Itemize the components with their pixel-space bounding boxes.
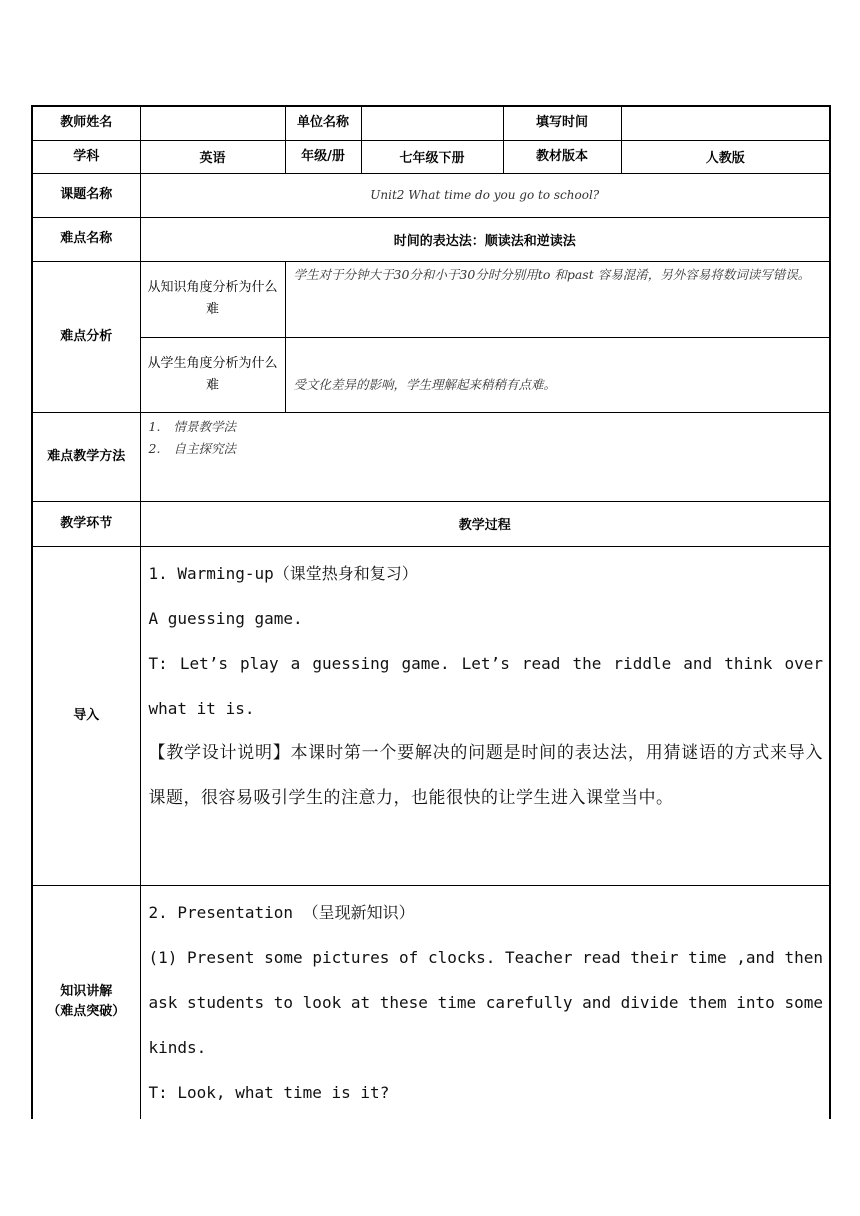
intro-content — [140, 546, 830, 885]
subject-value: 英语 — [140, 140, 285, 173]
knowledge-label-line1: 知识讲解 — [60, 984, 113, 999]
grade-label: 年级/册 — [285, 140, 361, 173]
knowledge-line: (1) Present some pictures of clocks. Teacher read their time ,and then ask students to look at these time carefully and divide them into some kinds. — [148, 947, 823, 1057]
edition-label: 教材版本 — [503, 140, 621, 173]
fill-time-label: 填写时间 — [503, 106, 621, 140]
stage-header: 教学环节 — [32, 501, 140, 546]
row-topic — [32, 173, 830, 217]
unit-name-label: 单位名称 — [285, 106, 361, 140]
student-angle-text: 受文化差异的影响，学生理解起来稍稍有点难。 — [285, 337, 830, 412]
fill-time-value — [621, 106, 830, 140]
lesson-plan-table — [31, 105, 831, 1119]
row-knowledge — [32, 885, 830, 1119]
row-analysis-knowledge — [32, 261, 830, 337]
methods-label: 难点教学方法 — [32, 412, 140, 501]
student-angle-label: 从学生角度分析为什么难 — [140, 337, 285, 412]
methods-cell — [140, 412, 830, 501]
intro-line: T: Let’s play a guessing game. Let’s read the riddle and think over what it is. — [148, 653, 823, 718]
method-item: 1. 情景教学法 — [148, 418, 237, 434]
knowledge-line: T: Look, what time is it? — [148, 1082, 390, 1102]
row-subject-info — [32, 140, 830, 173]
edition-value: 人教版 — [621, 140, 830, 173]
row-analysis-student — [32, 337, 830, 412]
analysis-label: 难点分析 — [32, 261, 140, 412]
method-item: 2. 自主探究法 — [148, 440, 237, 456]
methods-list — [141, 413, 830, 463]
intro-design-note: 【教学设计说明】本课时第一个要解决的问题是时间的表达法，用猜谜语的方式来导入课题，很容易吸引学生的注意力，也能很快的让学生进入课堂当中。 — [148, 742, 823, 808]
intro-label: 导入 — [32, 546, 140, 885]
row-intro — [32, 546, 830, 885]
intro-line: 1. Warming-up（课堂热身和复习） — [148, 563, 418, 583]
knowledge-label — [32, 885, 140, 1119]
intro-line: A guessing game. — [148, 608, 303, 628]
process-header: 教学过程 — [140, 501, 830, 546]
teacher-name-label: 教师姓名 — [32, 106, 140, 140]
teacher-name-value — [140, 106, 285, 140]
knowledge-line: 2. Presentation （呈现新知识） — [148, 902, 415, 922]
row-difficulty — [32, 217, 830, 261]
row-methods — [32, 412, 830, 501]
knowledge-label-line2: （难点突破） — [47, 1004, 126, 1019]
difficulty-label: 难点名称 — [32, 217, 140, 261]
subject-label: 学科 — [32, 140, 140, 173]
difficulty-value: 时间的表达法：顺读法和逆读法 — [140, 217, 830, 261]
row-process-header — [32, 501, 830, 546]
unit-name-value — [361, 106, 503, 140]
grade-value: 七年级下册 — [361, 140, 503, 173]
topic-value: Unit2 What time do you go to school? — [140, 173, 830, 217]
topic-label: 课题名称 — [32, 173, 140, 217]
row-teacher-info — [32, 106, 830, 140]
knowledge-content — [140, 885, 830, 1119]
knowledge-angle-text: 学生对于分钟大于30分和小于30分时分别用to 和past 容易混淆，另外容易将数词读写错误。 — [285, 261, 830, 337]
knowledge-angle-label: 从知识角度分析为什么难 — [140, 261, 285, 337]
